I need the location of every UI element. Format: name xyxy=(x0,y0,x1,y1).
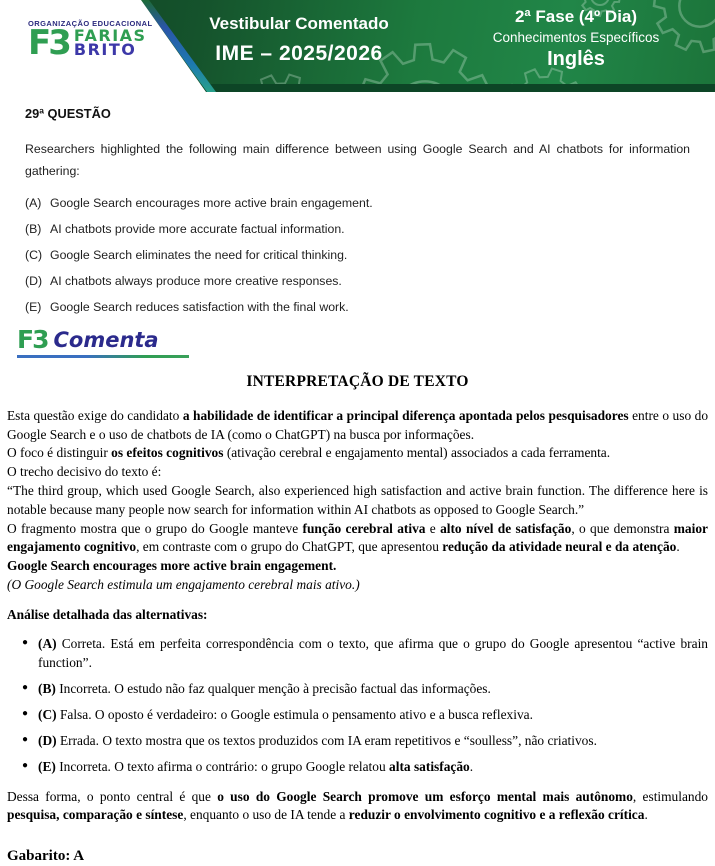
banner-right-titles xyxy=(452,7,700,71)
commentary-paragraph: O foco é distinguir os efeitos cognitivos (ativação cerebral e engajamento mental) associados a cada ferramenta. xyxy=(7,445,611,461)
bullet-icon: ● xyxy=(22,681,29,693)
analysis-item-c xyxy=(7,705,708,724)
question-option-a xyxy=(25,193,690,214)
analysis-text: (E) Incorreta. O texto afirma o contrário: o grupo Google relatou alta satisfação. xyxy=(38,758,474,774)
option-text: AI chatbots provide more accurate factual information. xyxy=(50,222,345,236)
answer-key: Gabarito: A xyxy=(7,848,85,865)
closing-paragraph: Dessa forma, o ponto central é que o uso do Google Search promove um esforço mental mais autônomo, estimulando pesquisa, comparação e síntese, enquanto o uso de IA tende a reduzir o envolvimento cognitivo e a reflexão crítica. xyxy=(7,788,708,823)
question-number: 29ª QUESTÃO xyxy=(25,106,111,121)
banner-title: Vestibular Comentado xyxy=(209,14,389,33)
analysis-text: (B) Incorreta. O estudo não faz qualquer menção à precisão factual das informações. xyxy=(38,680,491,696)
analysis-item-e xyxy=(7,757,708,776)
org-label: ORGANIZAÇÃO EDUCACIONAL xyxy=(28,19,153,28)
comenta-wordmark: Comenta xyxy=(53,328,159,352)
answer-translation: (O Google Search estimula um engajamento cerebral mais ativo.) xyxy=(7,576,360,592)
farias-brito-logo xyxy=(28,19,153,63)
banner-exam-name: IME – 2025/2026 xyxy=(215,42,383,65)
option-text: AI chatbots always produce more creative responses. xyxy=(50,274,342,288)
commentary-paragraph: O trecho decisivo do texto é: xyxy=(7,464,162,480)
section-title: INTERPRETAÇÃO DE TEXTO xyxy=(246,373,469,390)
analysis-item-b xyxy=(7,679,708,698)
question-option-d xyxy=(25,271,690,292)
banner-phase: 2ª Fase (4º Dia) xyxy=(514,7,638,26)
bullet-icon: ● xyxy=(22,733,29,745)
commentary-quote: “The third group, which used Google Search, also experienced high satisfaction and active brain function. The difference here is notable because many people now search for information within AI chatbots as opposed to Google Search.” xyxy=(7,482,708,517)
brand-farias: FARIAS xyxy=(73,26,147,46)
bullet-icon: ● xyxy=(22,759,29,771)
option-text: Google Search reduces satisfaction with the final work. xyxy=(50,300,349,314)
option-key: (E) xyxy=(25,300,42,314)
analysis-title: Análise detalhada das alternativas: xyxy=(7,606,208,622)
question-stem: Researchers highlighted the following main difference between using Google Search and AI chatbots for information gathering: xyxy=(25,142,690,178)
analysis-text: (C) Falsa. O oposto é verdadeiro: o Google estimula o pensamento ativo e a busca reflexiva. xyxy=(38,706,533,722)
commentary-section xyxy=(0,358,715,866)
analysis-item-a xyxy=(7,634,708,672)
bullet-icon: ● xyxy=(22,707,29,719)
banner-subject: Inglês xyxy=(547,48,605,70)
options-list xyxy=(25,193,690,318)
fb-logo-icon: F3 xyxy=(28,23,69,63)
banner-subject-area: Conhecimentos Específicos xyxy=(492,30,660,45)
option-text: Google Search encourages more active brain engagement. xyxy=(50,196,373,210)
option-key: (B) xyxy=(25,222,42,236)
option-key: (A) xyxy=(25,196,42,210)
bullet-icon: ● xyxy=(22,636,29,648)
fb-comenta-logo xyxy=(17,325,189,358)
commentary-paragraph: O fragmento mostra que o grupo do Google manteve função cerebral ativa e alto nível de satisfação, o que demonstra maior engajamento cognitivo, em contraste com o grupo do ChatGPT, que apresentou redução da atividade neural e da atenção. xyxy=(7,520,708,555)
analysis-item-d xyxy=(7,731,708,750)
option-key: (C) xyxy=(25,248,43,262)
header-banner xyxy=(0,0,715,92)
option-text: Google Search eliminates the need for critical thinking. xyxy=(50,248,348,262)
option-key: (D) xyxy=(25,274,43,288)
question-option-b xyxy=(25,219,690,240)
analysis-text: (A) Correta. Está em perfeita correspondência com o texto, que afirma que o grupo do Google apresentou “active brain function”. xyxy=(38,635,708,670)
answer-sentence: Google Search encourages more active brain engagement. xyxy=(7,558,337,574)
question-option-c xyxy=(25,245,690,266)
banner-center-titles xyxy=(168,14,430,66)
analysis-text: (D) Errada. O texto mostra que os textos produzidos com IA eram repetitivos e “soulless”, não criativos. xyxy=(38,732,597,748)
commentary-paragraph: Esta questão exige do candidato a habilidade de identificar a principal diferença apontada pelos pesquisadores entre o uso do Google Search e o uso de chatbots de IA (como o ChatGPT) na busca por informações. xyxy=(7,407,709,442)
alternatives-analysis-list xyxy=(7,634,708,776)
question-option-e xyxy=(25,297,690,318)
question-section xyxy=(0,92,715,318)
brand-brito: BRITO xyxy=(73,40,137,60)
fb-logo-icon: F3 xyxy=(17,325,48,355)
